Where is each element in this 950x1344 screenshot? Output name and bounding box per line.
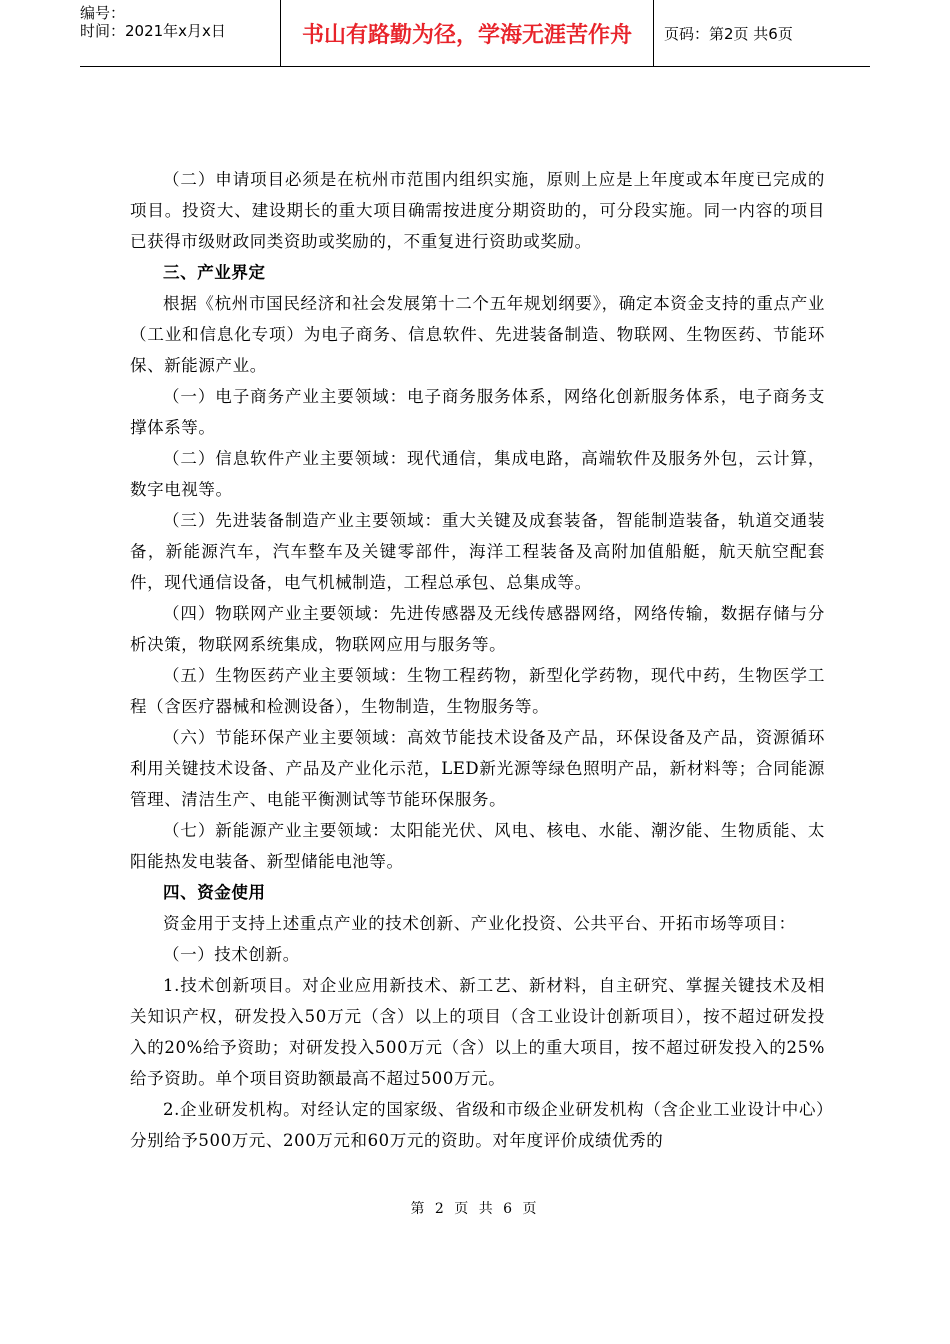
paragraph: （二）信息软件产业主要领域：现代通信，集成电路，高端软件及服务外包，云计算，数字电视等。 — [130, 449, 825, 499]
motto: 书山有路勤为径，学海无涯苦作舟 — [281, 0, 654, 66]
paragraph: （四）物联网产业主要领域：先进传感器及无线传感器网络，网络传输，数据存储与分析决策，物联网系统集成，物联网应用与服务等。 — [130, 604, 825, 654]
document-body — [130, 164, 825, 1156]
paragraph: （一）技术创新。 — [163, 945, 300, 964]
number-label: 编号： — [80, 4, 126, 22]
page-footer: 第 2 页 共 6 页 — [410, 1201, 540, 1217]
paragraph: （五）生物医药产业主要领域：生物工程药物，新型化学药物，现代中药，生物医学工程（含医疗器械和检测设备），生物制造，生物服务等。 — [130, 666, 825, 716]
header-meta — [80, 0, 281, 66]
paragraph: 2.企业研发机构。对经认定的国家级、省级和市级企业研发机构（含企业工业设计中心）分别给予500万元、200万元和60万元的资助。对年度评价成绩优秀的 — [130, 1100, 825, 1150]
paragraph: （一）电子商务产业主要领域：电子商务服务体系，网络化创新服务体系，电子商务支撑体系等。 — [130, 387, 825, 437]
page-header — [80, 0, 870, 67]
header-page-info: 页码：第2页 共6页 — [664, 24, 793, 43]
section-heading: 三、产业界定 — [163, 263, 266, 282]
paragraph: 资金用于支持上述重点产业的技术创新、产业化投资、公共平台、开拓市场等项目： — [163, 914, 796, 933]
paragraph: （三）先进装备制造产业主要领域：重大关键及成套装备，智能制造装备，轨道交通装备，新能源汽车，汽车整车及关键零部件，海洋工程装备及高附加值船艇，航天航空配套件，现代通信设备，电气机械制造，工程总承包、总集成等。 — [130, 511, 825, 592]
section-heading: 四、资金使用 — [163, 883, 266, 902]
paragraph: （六）节能环保产业主要领域：高效节能技术设备及产品，环保设备及产品，资源循环利用关键技术设备、产品及产业化示范，LED新光源等绿色照明产品，新材料等；合同能源管理、清洁生产、电能平衡测试等节能环保服务。 — [130, 728, 825, 809]
paragraph: （二）申请项目必须是在杭州市范围内组织实施，原则上应是上年度或本年度已完成的项目。投资大、建设期长的重大项目确需按进度分期资助的，可分段实施。同一内容的项目已获得市级财政同类资助或奖励的，不重复进行资助或奖励。 — [130, 170, 825, 251]
paragraph: 根据《杭州市国民经济和社会发展第十二个五年规划纲要》，确定本资金支持的重点产业（工业和信息化专项）为电子商务、信息软件、先进装备制造、物联网、生物医药、节能环保、新能源产业。 — [130, 294, 825, 375]
date-label: 时间：2021年x月x日 — [80, 22, 226, 40]
paragraph: （七）新能源产业主要领域：太阳能光伏、风电、核电、水能、潮汐能、生物质能、太阳能热发电装备、新型储能电池等。 — [130, 821, 825, 871]
paragraph: 1.技术创新项目。对企业应用新技术、新工艺、新材料，自主研究、掌握关键技术及相关知识产权，研发投入50万元（含）以上的项目（含工业设计创新项目），按不超过研发投入的20%给予资助；对研发投入500万元（含）以上的重大项目，按不超过研发投入的25%给予资助。单个项目资助额最高不超过500万元。 — [130, 976, 825, 1088]
